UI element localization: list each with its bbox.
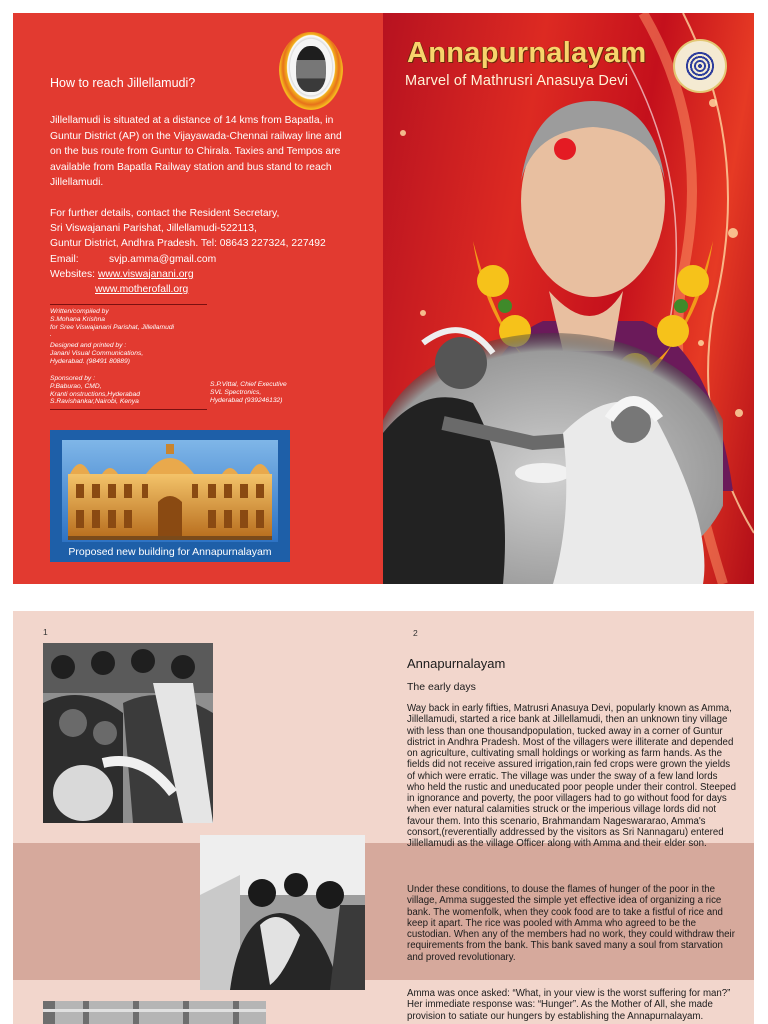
page-number-right: 2: [413, 628, 418, 638]
email-row: [50, 252, 360, 267]
crowd-gathering-photo: [43, 643, 213, 823]
parishat-emblem-icon: [673, 39, 727, 93]
article-paragraph: Under these conditions, to douse the flames of hunger of the poor in the village, Amma suggested the simple yet effective idea of organizing a rice bank. The womenfolk, when they cook food are to take a fistful of rice and keep it apart. The rice was pooled with Amma who agreed to be the custodian. When any of the members had no work, they could withdraw their requirements from the bank. This bank saved many a soul from starvation and proved revolutionary.: [407, 884, 735, 963]
building-illustration: [62, 440, 278, 542]
credit-line: Kranti onstructions,Hyderabad: [50, 390, 140, 398]
page-number-left: 1: [43, 627, 48, 637]
credit-line: SVL Spectronics,: [210, 388, 262, 396]
websites-row: [50, 267, 360, 282]
contact-line: For further details, contact the Resident Secretary,: [50, 208, 280, 219]
sponsor-right-credit: [210, 381, 360, 404]
how-to-reach-heading: How to reach Jillellamudi?: [50, 76, 196, 90]
feeding-scene-photo: [383, 323, 723, 584]
credit-line: Sponsored by :: [50, 375, 95, 382]
cover-title: Annapurnalayam: [407, 37, 647, 69]
procession-photo: [200, 835, 365, 990]
designed-by-credit: [50, 342, 250, 365]
article-subheading: The early days: [407, 681, 476, 693]
article-title: Annapurnalayam: [407, 656, 506, 671]
divider-rule: [50, 304, 207, 305]
credit-line: Designed and printed by :: [50, 342, 127, 349]
credit-line: S.P.Vittal, Chief Executive: [210, 381, 287, 388]
directions-text: Jillellamudi is situated at a distance of 14 kms from Bapatla, in Guntur District (AP) on the Vijayawada-Chennai railway line and on the bus route from Guntur to Chirala. Taxies and Tempos are available from Bapatla Railway station and bus stand to reach Jillellamudi.: [50, 115, 342, 188]
portrait-figure: [296, 46, 326, 92]
website-link-motherofall[interactable]: www.motherofall.org: [95, 284, 189, 296]
websites-label: Websites:: [50, 268, 96, 280]
credit-line: P.Baburao, CMD,: [50, 382, 102, 390]
credit-line: S.Ravishankar,Nairobi, Kenya: [50, 398, 139, 406]
contact-line: Guntur District, Andhra Pradesh. Tel: 08643 227324, 227492: [50, 238, 326, 250]
credit-line: for Sree Viswajanani Parishat, Jillellamudi: [50, 323, 175, 331]
contact-block: [50, 206, 360, 297]
credit-line: Hyderabad (939246132): [210, 396, 283, 404]
proposed-building-box: [50, 430, 290, 562]
sponsored-by-credit: [50, 375, 200, 406]
website-link-viswajanani[interactable]: www.viswajanani.org: [98, 268, 194, 280]
contact-line: Sri Viswajanani Parishat, Jillellamudi-522113,: [50, 223, 257, 235]
article-paragraph: Amma was once asked: “What, in your view is the worst suffering for man?” Her immediate response was: “Hunger”. As the Mother of All, she made provision to satiate our hungers by establishing the Annapurnalayam.: [407, 988, 731, 1022]
article-paragraph: Way back in early fifties, Matrusri Anasuya Devi, popularly known as Amma, Jillellamudi, started a rice bank at Jillellamudi, then an unknown tiny village with less than one thousandpopulation, tucked away in a corner of Guntur district in Andhra Pradesh. Most of the villagers were illiterate and depended on agriculture, cultivating small holdings or working as farm hands. As the fields did not receive assured irrigation,rain fed crops were grown the yields of which were erratic. The village was under the sway of a few land lords who held the rustic and uneducated poor people under their control. Steeped in ignorance and poverty, the poor villagers had to go without food for days when ever natural calamities struck or the imperious village lords did not favour them. Into this scenario, Brahmandam Nageswararao, Amma's consort,(reverentially addressed by the visitors as Sri Nannagaru) entered Jillellamudi as the village Officer along with Amma and their elder son.: [407, 703, 737, 849]
divider-rule: [50, 409, 207, 410]
front-cover-panel: [383, 13, 754, 584]
email-value: svjp.amma@gmail.com: [109, 253, 217, 265]
websites-row-2: [50, 282, 360, 297]
credit-line: Written/compiled by: [50, 308, 109, 315]
cover-subtitle: Marvel of Mathrusri Anasuya Devi: [405, 73, 629, 89]
building-caption: Proposed new building for Annapurnalayam: [68, 546, 272, 558]
credit-line: .: [50, 331, 52, 339]
amma-portrait-medallion: [279, 32, 343, 110]
credit-line: Hyderabad. (98491 80889): [50, 357, 130, 365]
written-by-credit: [50, 308, 250, 339]
credit-line: Janani Visual Communications,: [50, 349, 144, 357]
building-photo-partial: [43, 1001, 266, 1024]
email-label: Email:: [50, 253, 79, 265]
credit-line: S.Mohana Krishna: [50, 315, 106, 323]
